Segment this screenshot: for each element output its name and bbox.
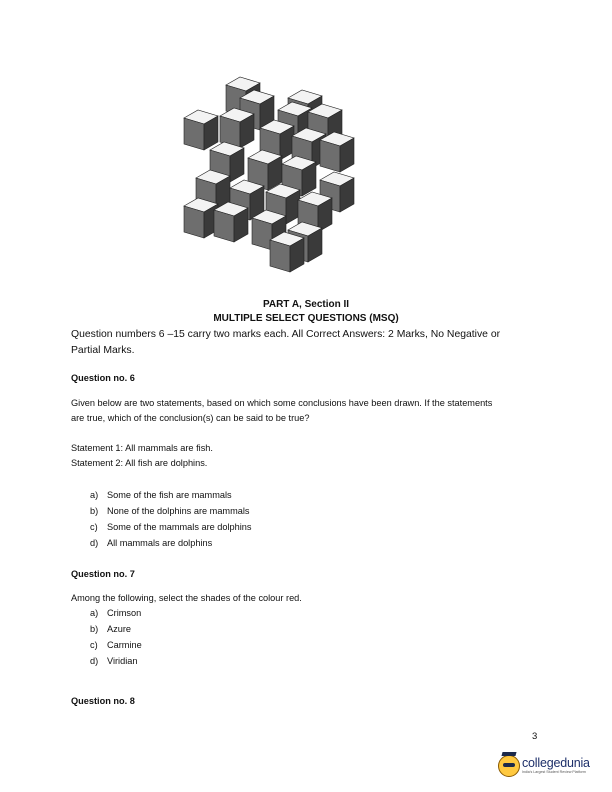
option-item (90, 621, 142, 637)
option-item (90, 535, 252, 551)
section-title: PART A, Section II (262, 299, 350, 310)
cube-puzzle-image (170, 72, 370, 277)
option-item (90, 519, 252, 535)
logo-tagline: India's Largest Student Review Platform (522, 770, 586, 774)
option-text: Viridian (107, 656, 138, 666)
option-item (90, 653, 142, 669)
option-label: b) (90, 506, 99, 516)
question-7-options (90, 605, 142, 669)
question-6-prompt-line1: Given below are two statements, based on which some conclusions have been drawn. If the statements (71, 398, 493, 408)
option-text: Some of the mammals are dolphins (107, 522, 252, 532)
option-label: c) (90, 640, 98, 650)
question-7-prompt: Among the following, select the shades of the colour red. (71, 593, 302, 603)
option-text: All mammals are dolphins (107, 538, 213, 548)
option-text: Some of the fish are mammals (107, 490, 232, 500)
option-text: Carmine (107, 640, 142, 650)
option-label: b) (90, 624, 99, 634)
option-text: Azure (107, 624, 132, 634)
section-instructions-line1: Question numbers 6 –15 carry two marks each. All Correct Answers: 2 Marks, No Negative or (71, 329, 501, 340)
question-6-prompt-line2: are true, which of the conclusion(s) can be said to be true? (71, 413, 310, 423)
option-label: a) (90, 490, 99, 500)
option-item (90, 605, 142, 621)
question-6-statement-2: Statement 2: All fish are dolphins. (71, 458, 208, 468)
logo-wordmark: collegedunia (522, 756, 590, 770)
option-label: a) (90, 608, 99, 618)
option-label: c) (90, 522, 98, 532)
option-text: Crimson (107, 608, 142, 618)
section-instructions-line2: Partial Marks. (71, 345, 135, 356)
page-number: 3 (532, 731, 538, 742)
graduate-mascot-icon (498, 755, 520, 777)
option-label: d) (90, 538, 99, 548)
option-item (90, 637, 142, 653)
option-label: d) (90, 656, 99, 666)
question-6-statement-1: Statement 1: All mammals are fish. (71, 443, 213, 453)
question-6-heading: Question no. 6 (71, 373, 135, 383)
question-7-heading: Question no. 7 (71, 569, 135, 579)
option-item (90, 487, 252, 503)
section-subtitle: MULTIPLE SELECT QUESTIONS (MSQ) (213, 313, 399, 324)
collegedunia-logo (498, 755, 598, 779)
question-6-options (90, 487, 252, 551)
option-text: None of the dolphins are mammals (107, 506, 250, 516)
question-8-heading: Question no. 8 (71, 696, 135, 706)
option-item (90, 503, 252, 519)
